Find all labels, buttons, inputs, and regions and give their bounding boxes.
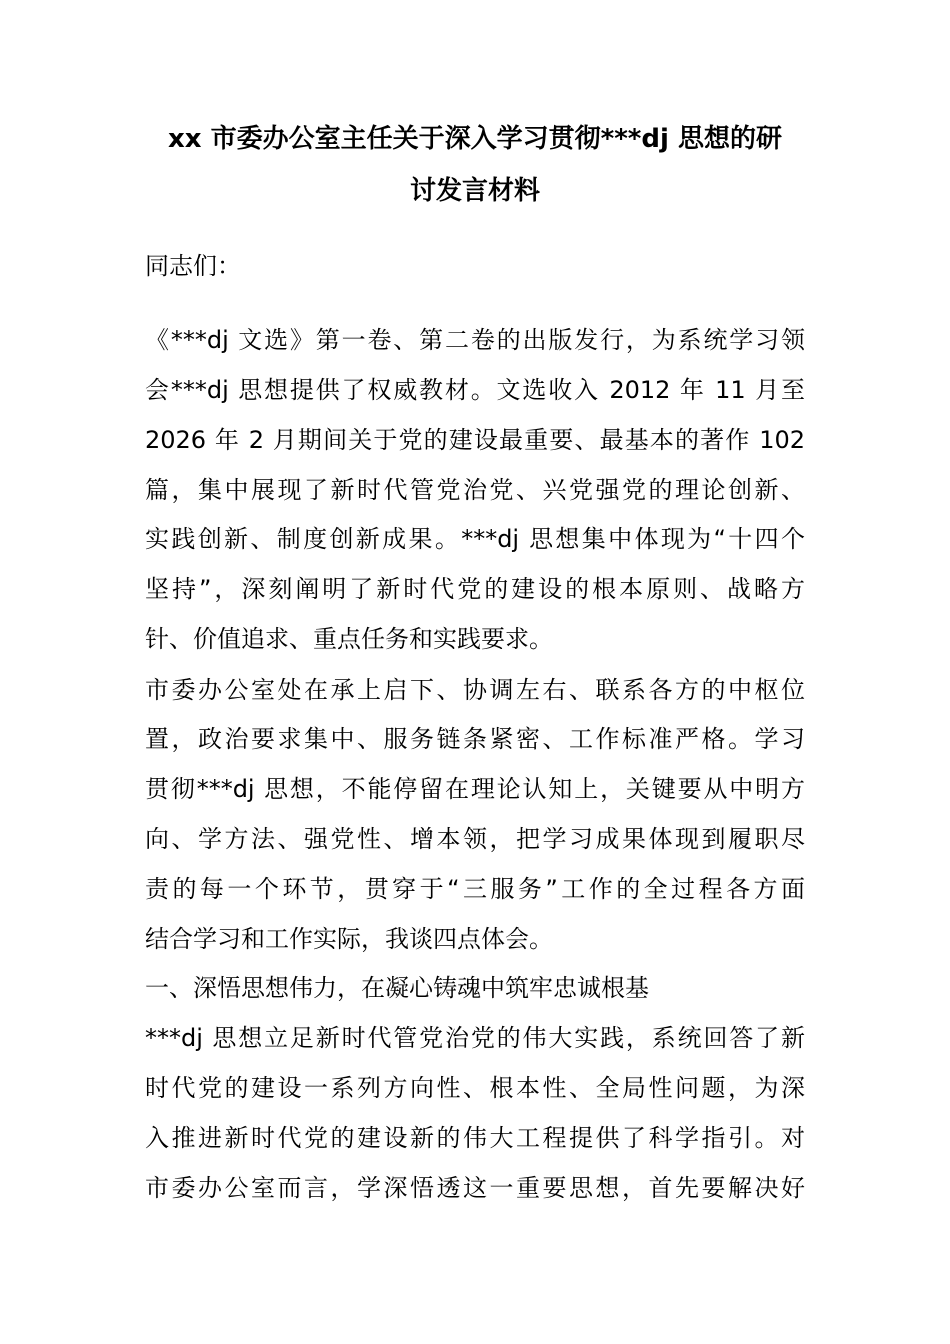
body-line: 贯彻***dj 思想，不能停留在理论认知上，关键要从中明方 xyxy=(145,775,805,803)
document-title-line-2: 讨发言材料 xyxy=(409,176,540,206)
body-line: 市委办公室处在承上启下、协调左右、联系各方的中枢位 xyxy=(145,676,805,704)
body-line: 入推进新时代党的建设新的伟大工程提供了科学指引。对 xyxy=(145,1124,805,1152)
body-line: 坚持”，深刻阐明了新时代党的建设的根本原则、战略方 xyxy=(145,575,805,603)
body-line: 时代党的建设一系列方向性、根本性、全局性问题，为深 xyxy=(145,1074,805,1102)
body-line: ***dj 思想立足新时代管党治党的伟大实践，系统回答了新 xyxy=(145,1024,805,1052)
body-line: 会***dj 思想提供了权威教材。文选收入 2012 年 11 月至 xyxy=(145,376,805,404)
body-line: 实践创新、制度创新成果。***dj 思想集中体现为“十四个 xyxy=(145,525,805,553)
body-line: 篇，集中展现了新时代管党治党、兴党强党的理论创新、 xyxy=(145,476,805,504)
body-line: 针、价值追求、重点任务和实践要求。 xyxy=(145,625,553,653)
body-line: 《***dj 文选》第一卷、第二卷的出版发行，为系统学习领 xyxy=(145,326,805,354)
body-line: 2026 年 2 月期间关于党的建设最重要、最基本的著作 102 xyxy=(145,426,805,454)
body-line: 责的每一个环节，贯穿于“三服务”工作的全过程各方面 xyxy=(145,875,805,903)
body-line: 结合学习和工作实际，我谈四点体会。 xyxy=(145,925,553,953)
salutation: 同志们： xyxy=(145,252,241,280)
document-title-line-1: xx 市委办公室主任关于深入学习贯彻***dj 思想的研 xyxy=(168,124,782,154)
body-line: 置，政治要求集中、服务链条紧密、工作标准严格。学习 xyxy=(145,725,805,753)
section-heading: 一、深悟思想伟力，在凝心铸魂中筑牢忠诚根基 xyxy=(145,974,649,1002)
body-line: 向、学方法、强党性、增本领，把学习成果体现到履职尽 xyxy=(145,825,805,853)
body-line: 市委办公室而言，学深悟透这一重要思想，首先要解决好 xyxy=(145,1174,805,1202)
